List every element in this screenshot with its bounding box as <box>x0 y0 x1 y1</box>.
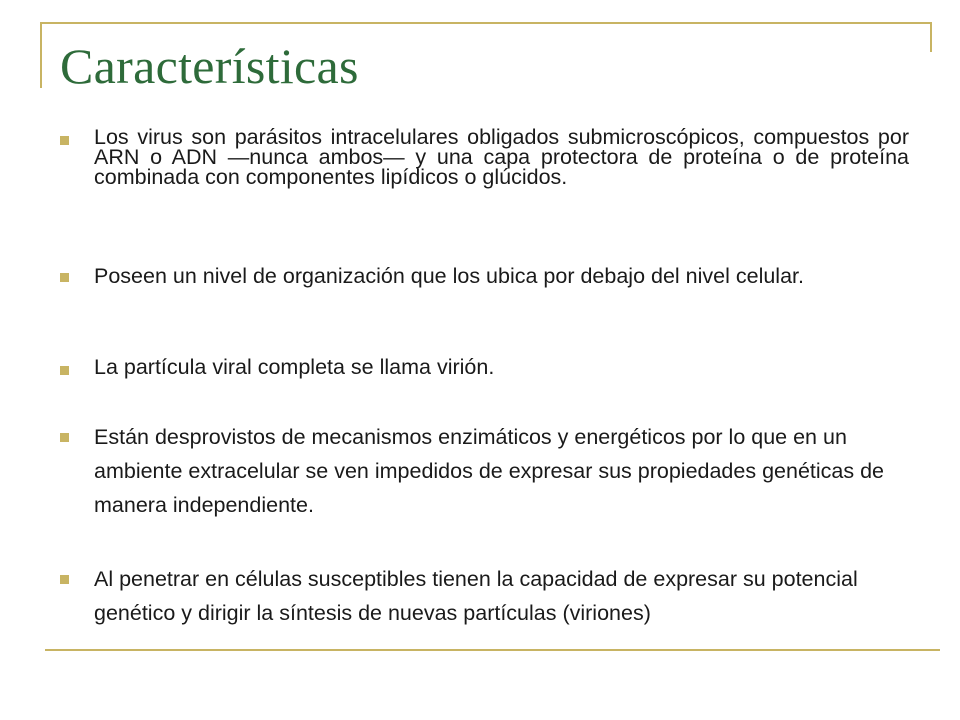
square-bullet-icon <box>60 575 69 584</box>
square-bullet-icon <box>60 273 69 282</box>
square-bullet-icon <box>60 366 69 375</box>
bullet-text: Al penetrar en células susceptibles tienen la capacidad de expresar su potencial genético y dirigir la síntesis de nuevas partículas (viriones) <box>94 567 858 625</box>
frame-top-line <box>40 22 932 24</box>
square-bullet-icon <box>60 136 69 145</box>
bullet-text: Poseen un nivel de organización que los ubica por debajo del nivel celular. <box>94 264 804 288</box>
slide-title: Características <box>60 38 359 94</box>
frame-right-line <box>930 22 932 52</box>
bullet-text: Están desprovistos de mecanismos enzimáticos y energéticos por lo que en un ambiente extracelular se ven impedidos de expresar sus propiedades genéticas de manera independiente. <box>94 425 884 517</box>
bullet-text: La partícula viral completa se llama virión. <box>94 355 495 379</box>
bullet-text: Los virus son parásitos intracelulares obligados submicroscópicos, compuestos por ARN o ADN —nunca ambos— y una capa protectora de proteína o de proteína combinada con componentes lipídicos o glúcidos. <box>94 125 909 189</box>
square-bullet-icon <box>60 433 69 442</box>
frame-bottom-line <box>45 649 940 651</box>
frame-left-line <box>40 22 42 88</box>
